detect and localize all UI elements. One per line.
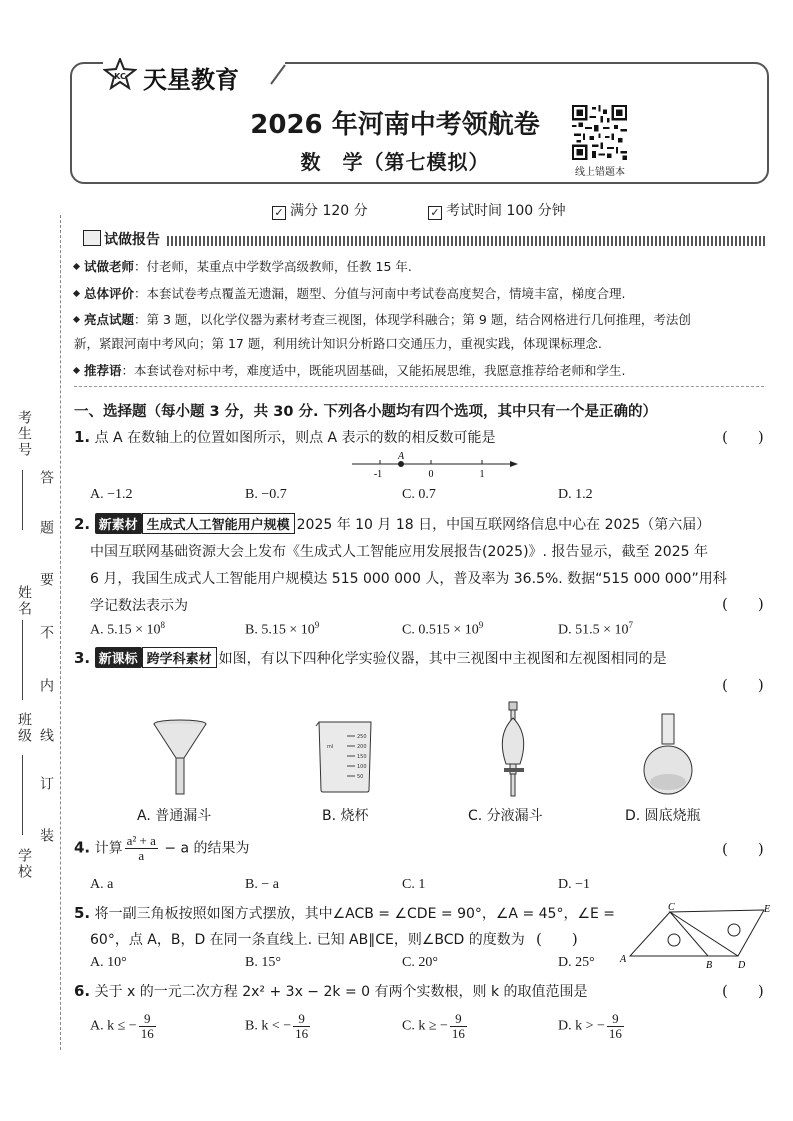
check-icon: ✓ [272,206,286,220]
exam-number-blank [22,470,23,530]
q2-stem-line3: 6 月，我国生成式人工智能用户规模达 515 000 000 人，普及率为 36.5%. 数据“515 000 000”用科 [90,571,727,587]
q1-number-line [350,450,520,480]
q6-option-d[interactable]: D. k > − $\frac{9}{16}$ [558,1011,622,1041]
exam-number-label: 考生号 [16,410,32,458]
seal-char: 内 [38,678,54,694]
qr-code-icon[interactable] [572,105,627,160]
q5-option-a[interactable]: A. 10° [90,955,127,970]
svg-text:D: D [738,960,746,970]
name-label: 姓名 [16,585,32,617]
q2-option-b[interactable]: B. $5.15 \times 10^9$ [245,620,320,638]
q2-tag-new-material: 新素材 [95,513,142,534]
q3-caption-c[interactable]: C. 分液漏斗 [468,808,543,824]
exam-time: ✓ 考试时间 100 分钟 [428,200,566,220]
svg-text:B: B [706,960,713,970]
decor-slash-icon [265,63,295,85]
full-score: ✓ 满分 120 分 [272,200,368,220]
tick-label: 1 [479,469,485,480]
seal-char: 线 [38,728,54,744]
svg-text:50: 50 [357,774,364,780]
brand-name: 天星教育 [143,66,239,94]
q2-stem-line4: 学记数法表示为 [90,598,188,614]
q3-tag-new-standard: 新课标 [95,647,142,668]
svg-text:C: C [668,902,675,913]
q4-option-c[interactable]: C. 1 [402,877,426,892]
separatory-funnel-icon [490,700,540,800]
bullet-icon [73,263,80,270]
bullet-icon [73,367,80,374]
q1-option-b[interactable]: B. −0.7 [245,487,287,502]
beaker-icon [315,718,375,794]
q5-option-d[interactable]: D. 25° [558,955,595,970]
q6-stem: 6. 关于 x 的一元二次方程 2x² + 3x − 2k = 0 有两个实数根，则 k 的取值范围是 [74,982,588,1000]
svg-text:250: 250 [357,734,367,740]
q6-option-b[interactable]: B. k < − $\frac{9}{16}$ [245,1011,309,1041]
q2-stem-line2: 中国互联网基础资源大会上发布《生成式人工智能应用发展报告(2025)》. 报告显示，截至 2025 年 [90,544,708,560]
svg-text:150: 150 [357,754,367,760]
seal-char: 不 [38,625,54,641]
qr-caption: 线上错题本 [575,167,625,178]
report-line-recommend: 推荐语：本套试卷对标中考，难度适中，既能巩固基础，又能拓展思维，我愿意推荐给老师和学生. [74,361,626,379]
seal-char: 题 [38,520,54,536]
q3-answer-blank[interactable]: ( ) [722,676,764,694]
q5-stem-line1: 5. 将一副三角板按照如图方式摆放，其中∠ACB = ∠CDE = 90°，∠A = 45°，∠E = [74,904,616,922]
check-icon: ✓ [428,206,442,220]
q5-option-b[interactable]: B. 15° [245,955,281,970]
svg-text:100: 100 [357,764,367,770]
funnel-icon [150,718,210,798]
q2-stem-line1: 2. 新素材 生成式人工智能用户规模 2025 年 10 月 18 日，中国互联网络信息中心在 2025（第六届） [74,515,711,533]
q1-answer-blank[interactable]: ( ) [722,428,764,446]
q3-caption-b[interactable]: B. 烧杯 [322,808,369,824]
point-a-label: A [397,451,405,462]
tick-label: 0 [428,469,434,480]
bullet-icon [73,290,80,297]
svg-text:A: A [620,954,627,965]
brand-logo [103,58,285,94]
seal-char: 装 [38,828,54,844]
binding-line [60,215,61,1050]
q4-answer-blank[interactable]: ( ) [722,840,764,858]
q2-option-a[interactable]: A. $5.15 \times 10^8$ [90,620,166,638]
badge-letters: KC [114,72,126,81]
svg-text:E: E [764,904,771,915]
class-blank [22,755,23,835]
q6-option-c[interactable]: C. k ≥ − $\frac{9}{16}$ [402,1011,465,1041]
q1-stem: 1. 点 A 在数轴上的位置如图所示，则点 A 表示的数的相反数可能是 [74,428,496,446]
school-label: 学校 [16,848,32,880]
q3-tag-topic: 跨学科素材 [142,647,217,668]
q2-answer-blank[interactable]: ( ) [722,595,764,613]
divider [74,386,764,387]
q5-option-c[interactable]: C. 20° [402,955,438,970]
seal-char: 要 [38,572,54,588]
report-line-evaluation: 总体评价：本套试卷考点覆盖无遗漏，题型、分值与河南中考试卷高度契合，情境丰富，梯度合理. [74,284,626,302]
svg-text:ml: ml [327,744,334,750]
report-tag: 试做报告 [83,228,166,248]
tick-label: -1 [373,469,383,480]
q3-stem: 3. 新课标 跨学科素材 如图，有以下四种化学实验仪器，其中三视图中主视图和左视图相同的是 [74,649,667,667]
report-line-teacher: 试做老师：付老师，某重点中学数学高级教师，任教 15 年. [74,257,412,275]
page-subtitle: 数 学（第七模拟） [300,150,490,174]
report-line-highlights: 亮点试题：第 3 题，以化学仪器为素材考查三视图，体现学科融合；第 9 题，结合网格进行几何推理，考法创 [74,310,691,328]
q5-triangle-figure [618,900,776,970]
seal-char: 订 [38,776,54,792]
name-blank [22,620,23,700]
q1-option-a[interactable]: A. −1.2 [90,487,133,502]
report-bar [83,236,765,246]
page-title: 2026 年河南中考领航卷 [250,110,540,140]
q2-option-d[interactable]: D. $51.5 \times 10^7$ [558,620,634,638]
q5-answer-blank[interactable]: ( ) [536,930,578,948]
q1-option-c[interactable]: C. 0.7 [402,487,436,502]
q6-option-a[interactable]: A. k ≤ − $\frac{9}{16}$ [90,1011,154,1041]
q3-caption-d[interactable]: D. 圆底烧瓶 [625,808,701,824]
q6-answer-blank[interactable]: ( ) [722,982,764,1000]
star-logo-icon [103,58,137,90]
svg-text:200: 200 [357,744,367,750]
class-label: 班级 [16,712,32,744]
q4-option-b[interactable]: B. − a [245,877,279,892]
q4-option-d[interactable]: D. −1 [558,877,591,892]
q3-caption-a[interactable]: A. 普通漏斗 [137,808,212,824]
seal-char: 答 [38,470,54,486]
q2-tag-topic: 生成式人工智能用户规模 [142,513,295,534]
q4-stem: 4. 计算 $\frac{\text{a² + a}}{a}$ − a 的结果为 [74,833,250,863]
report-icon [83,230,101,246]
report-line-highlights-cont: 新，紧跟河南中考风向；第 17 题，利用统计知识分析路口交通压力，重视实践，体现课标理念. [74,336,602,351]
q2-option-c[interactable]: C. $0.515 \times 10^9$ [402,620,484,638]
q1-option-d[interactable]: D. 1.2 [558,487,593,502]
bullet-icon [73,316,80,323]
q5-stem-line2: 60°，点 A，B，D 在同一条直线上. 已知 AB∥CE，则∠BCD 的度数为 [90,932,525,948]
round-bottom-flask-icon [640,712,696,798]
q4-option-a[interactable]: A. a [90,877,114,892]
section-title: 一、选择题（每小题 3 分，共 30 分. 下列各小题均有四个选项，其中只有一个是正确的） [74,404,658,420]
